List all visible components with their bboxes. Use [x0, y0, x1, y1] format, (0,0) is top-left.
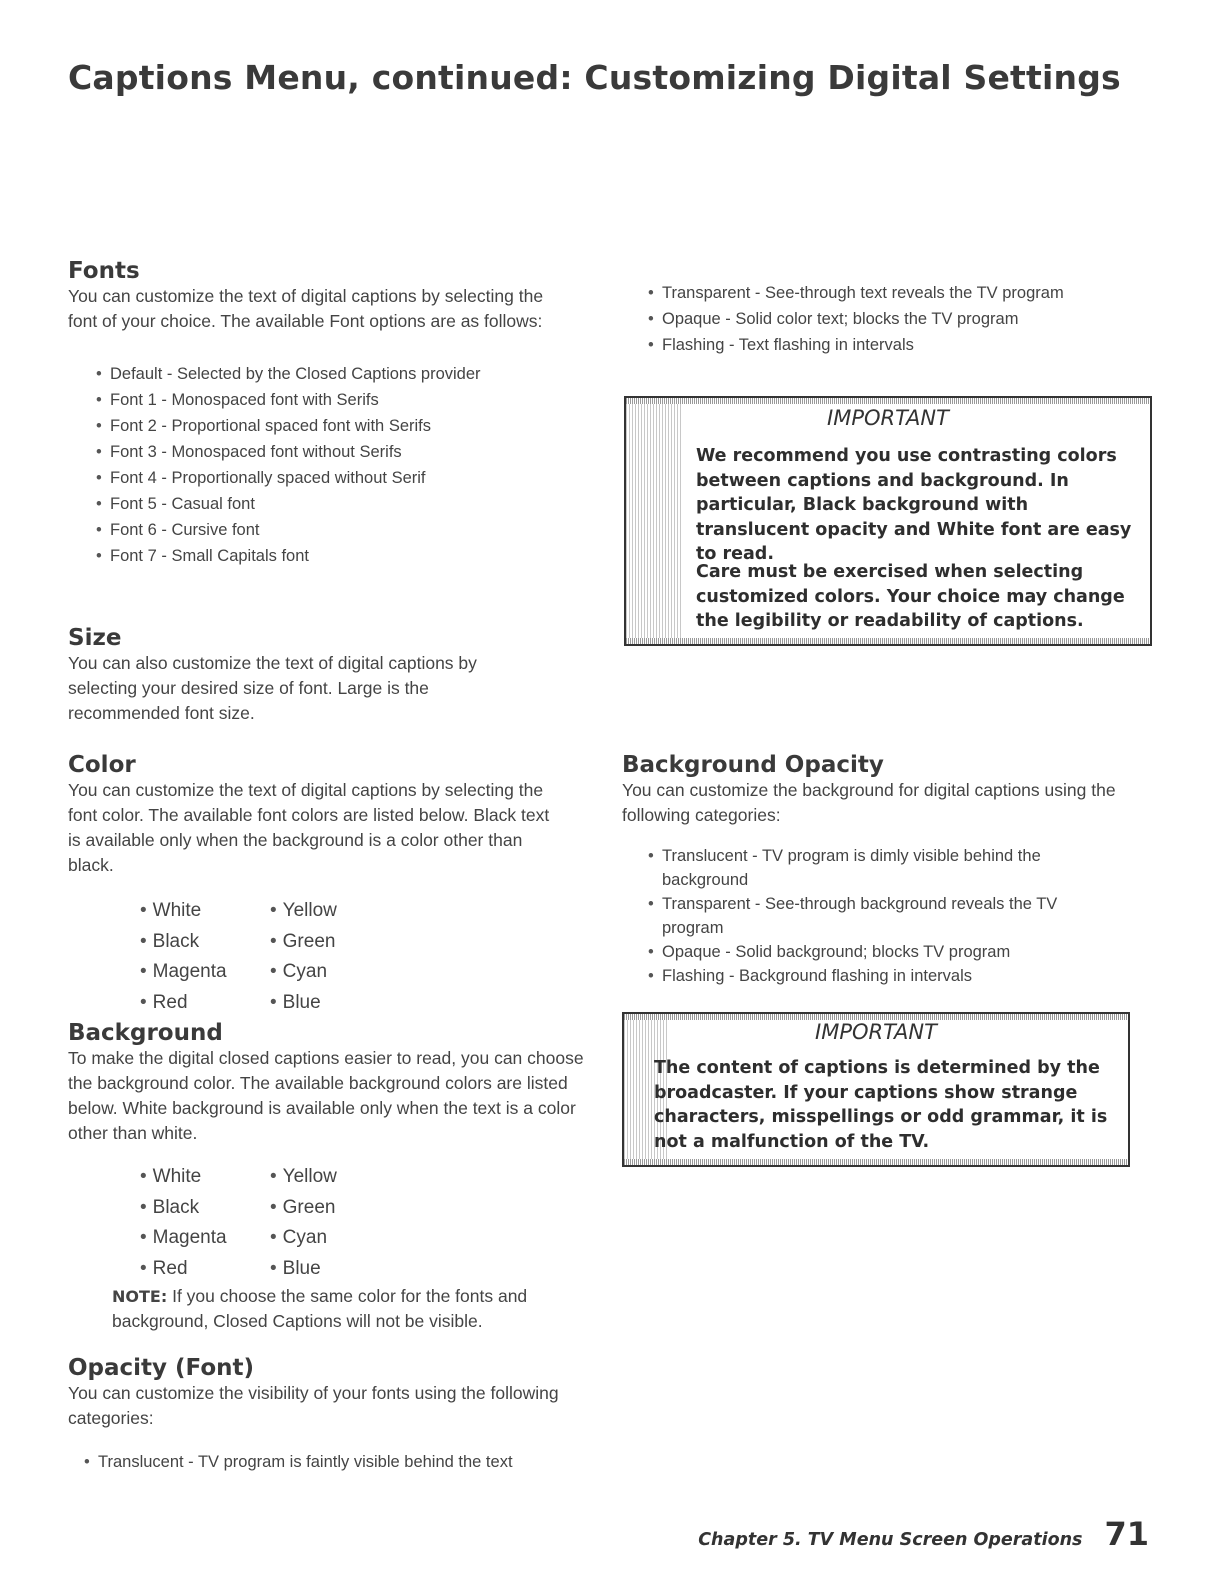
- list-item: • Flashing - Text flashing in intervals: [648, 332, 1148, 358]
- fonts-section: [68, 258, 568, 569]
- border-decoration: [624, 1159, 1128, 1165]
- list-item: • Font 1 - Monospaced font with Serifs: [96, 387, 568, 413]
- fonts-description: You can customize the text of digital captions by selecting the font of your choice. The available Font options are as follows:: [68, 286, 544, 331]
- color-heading: Color: [68, 752, 136, 778]
- note-text: If you choose the same color for the fonts and background, Closed Captions will not be visible.: [112, 1286, 528, 1331]
- list-item: • Red: [140, 1254, 270, 1285]
- list-item: • Yellow: [270, 896, 400, 927]
- page-number: 71: [1104, 1515, 1149, 1553]
- important-title: IMPORTANT: [815, 1020, 937, 1044]
- chapter-label: Chapter 5. TV Menu Screen Operations: [698, 1530, 1083, 1550]
- important-box: [624, 396, 1152, 646]
- list-item: • Font 5 - Casual font: [96, 491, 568, 517]
- page-footer: [698, 1515, 1149, 1553]
- list-item: • Transparent - See-through background reveals the TV program: [648, 892, 1098, 940]
- opacity-font-description: You can customize the visibility of your fonts using the following categories:: [68, 1383, 559, 1428]
- background-color-list: [140, 1162, 598, 1284]
- important-box: [622, 1012, 1130, 1167]
- background-description: To make the digital closed captions easier to read, you can choose the background color. The available background colors are listed below. White background is available only when the text is a color other than white.: [68, 1048, 584, 1143]
- list-item: • Yellow: [270, 1162, 400, 1193]
- list-item: • Magenta: [140, 1223, 270, 1254]
- size-section: [68, 625, 538, 726]
- background-opacity-list: [648, 844, 1098, 988]
- list-item: • Translucent - TV program is faintly visible behind the text: [84, 1449, 608, 1475]
- list-item: • Translucent - TV program is dimly visible behind the background: [648, 844, 1098, 892]
- important-title: IMPORTANT: [827, 406, 949, 430]
- list-item: • Cyan: [270, 957, 400, 988]
- list-item: • Font 7 - Small Capitals font: [96, 543, 568, 569]
- list-item: • Red: [140, 988, 270, 1019]
- background-opacity-description: You can customize the background for digital captions using the following categories:: [622, 780, 1116, 825]
- font-color-list: [140, 896, 568, 1018]
- font-opacity-list-continued: [648, 280, 1148, 358]
- page-title: Captions Menu, continued: Customizing Digital Settings: [68, 58, 1121, 97]
- list-item: • Font 2 - Proportional spaced font with Serifs: [96, 413, 568, 439]
- list-item: • Blue: [270, 988, 400, 1019]
- size-description: You can also customize the text of digital captions by selecting your desired size of font. Large is the recommended font size.: [68, 653, 477, 723]
- list-item: • Cyan: [270, 1223, 400, 1254]
- border-decoration: [626, 398, 1150, 404]
- list-item: • Transparent - See-through text reveals the TV program: [648, 280, 1148, 306]
- list-item: • White: [140, 1162, 270, 1193]
- note: [112, 1284, 592, 1334]
- list-item: • Blue: [270, 1254, 400, 1285]
- list-item: • Font 4 - Proportionally spaced without Serif: [96, 465, 568, 491]
- font-options-list: [96, 361, 568, 569]
- note-label: NOTE:: [112, 1287, 168, 1306]
- list-item: • Black: [140, 927, 270, 958]
- background-section: [68, 1020, 598, 1334]
- border-decoration: [626, 638, 1150, 644]
- important-text: We recommend you use contrasting colors between captions and background. In particular, Black background with translucent opacity and White font are easy to read.: [696, 446, 1132, 564]
- list-item: • Default - Selected by the Closed Captions provider: [96, 361, 568, 387]
- background-opacity-section: [622, 752, 1152, 988]
- list-item: • Opaque - Solid color text; blocks the TV program: [648, 306, 1148, 332]
- important-text: Care must be exercised when selecting customized colors. Your choice may change the legibility or readability of captions.: [696, 562, 1125, 631]
- opacity-font-heading: Opacity (Font): [68, 1355, 255, 1381]
- list-item: • Green: [270, 927, 400, 958]
- list-item: • White: [140, 896, 270, 927]
- list-item: • Font 3 - Monospaced font without Serifs: [96, 439, 568, 465]
- opacity-font-section: [68, 1355, 608, 1475]
- list-item: • Opaque - Solid background; blocks TV program: [648, 940, 1098, 964]
- list-item: • Font 6 - Cursive font: [96, 517, 568, 543]
- background-heading: Background: [68, 1020, 223, 1046]
- background-opacity-heading: Background Opacity: [622, 752, 884, 778]
- list-item: • Green: [270, 1193, 400, 1224]
- important-text: The content of captions is determined by the broadcaster. If your captions show strange characters, misspellings or odd grammar, it is not a malfunction of the TV.: [654, 1058, 1108, 1152]
- color-description: You can customize the text of digital captions by selecting the font color. The available font colors are listed below. Black text is available only when the background is a color other than black.: [68, 780, 550, 875]
- size-heading: Size: [68, 625, 122, 651]
- color-section: [68, 752, 568, 1018]
- fonts-heading: Fonts: [68, 258, 140, 284]
- font-opacity-list-start: [84, 1449, 608, 1475]
- list-item: • Black: [140, 1193, 270, 1224]
- stripe-decoration: [626, 398, 682, 644]
- list-item: • Flashing - Background flashing in intervals: [648, 964, 1098, 988]
- list-item: • Magenta: [140, 957, 270, 988]
